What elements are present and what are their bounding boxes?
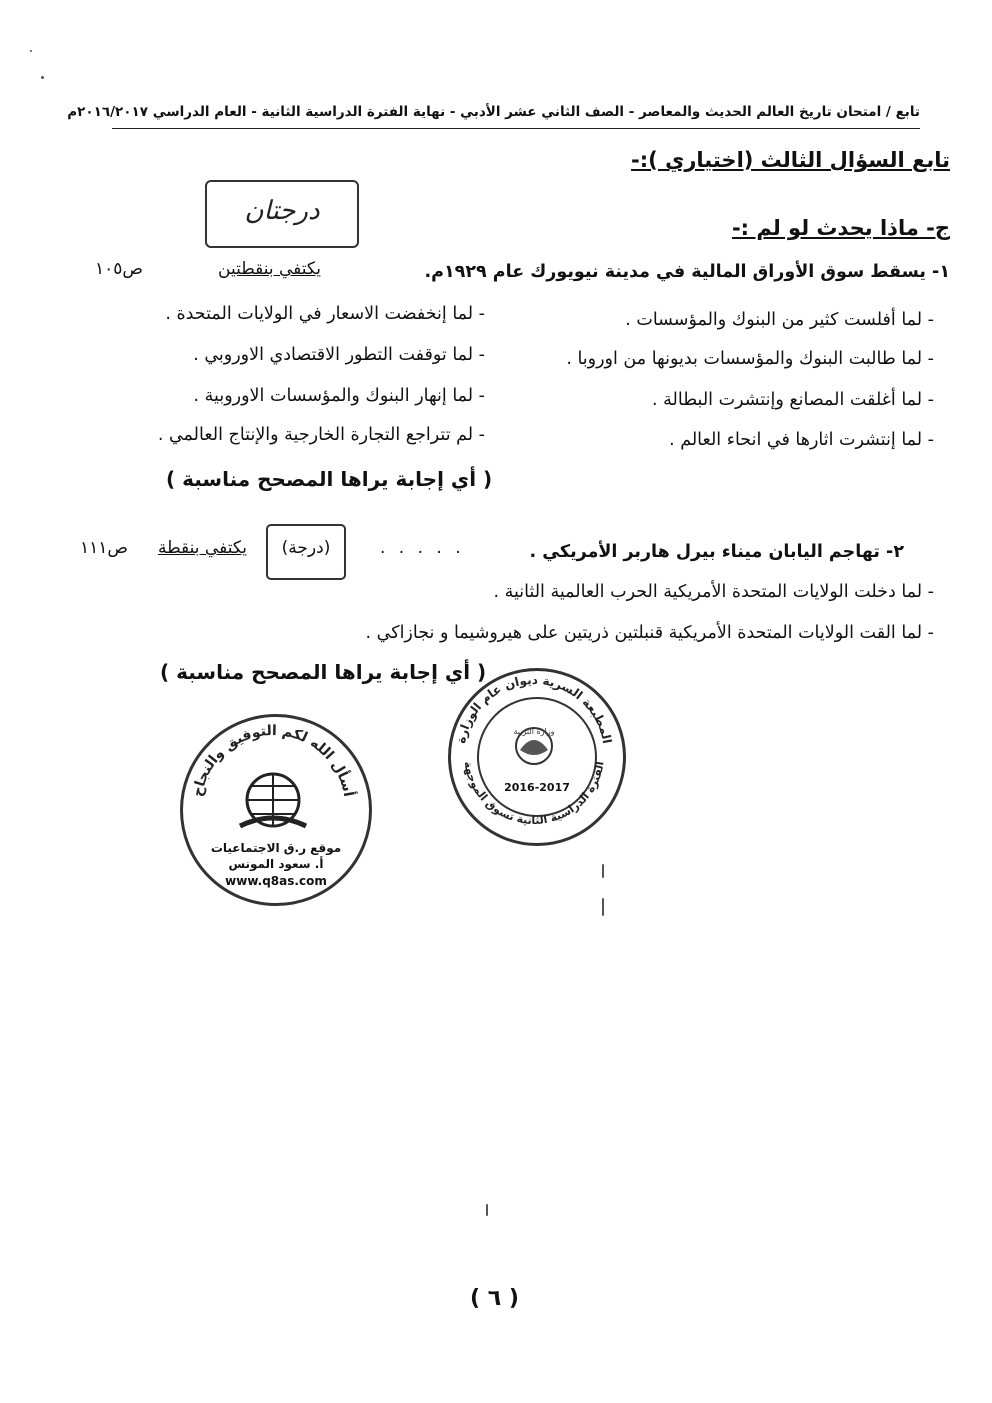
website-stamp-url: www.q8as.com — [225, 874, 327, 888]
scan-speck — [41, 76, 44, 79]
part-title: ج- ماذا يحدث لو لم :- — [731, 216, 950, 240]
website-stamp-line2: أ. سعود المونس — [228, 857, 324, 871]
q2-grade-note: يكتفي بنقطة — [158, 538, 247, 558]
question-2: ٢- تهاجم اليابان ميناء بيرل هاربر الأمريكي . — [529, 542, 904, 562]
q1-accept-note: ( أي إجابة يراها المصحح مناسبة ) — [166, 467, 493, 491]
ministry-seal-ring-text: المطبعة السرية ديوان عام الوزارة — [453, 672, 615, 745]
q2-grade-box — [266, 524, 346, 580]
scan-speck — [486, 1204, 488, 1216]
q1-answer: - لما أغلقت المصانع وإنتشرت البطالة . — [652, 390, 934, 410]
q1-answer: - لما إنتشرت اثارها في انحاء العالم . — [669, 430, 934, 450]
exam-header: تابع / امتحان تاريخ العالم الحديث والمعاصر - الصف الثاني عشر الأدبي - نهاية الفترة الدراسية الثانية - العام الدراسي ٢٠١٦/٢٠١٧م — [67, 104, 920, 120]
q2-grade-box-label: (درجة) — [281, 538, 331, 558]
q2-dots: . . . . . — [380, 538, 465, 558]
ministry-seal-year: 2016-2017 — [504, 781, 570, 794]
q1-answer: - لم تتراجع التجارة الخارجية والإنتاج العالمي . — [157, 425, 485, 445]
ministry-seal-emblem-label: وزارة التربية — [513, 727, 555, 736]
scan-speck — [602, 898, 604, 916]
scan-speck — [30, 50, 32, 52]
scan-speck — [602, 864, 604, 878]
section-title: تابع السؤال الثالث (اختياري ):- — [631, 148, 950, 172]
q1-answer: - لما طالبت البنوك والمؤسسات بديونها من اوروبا . — [566, 349, 934, 369]
q1-answer: - لما توقفت التطور الاقتصادي الاوروبي . — [193, 345, 485, 365]
q1-answer: - لما أفلست كثير من البنوك والمؤسسات . — [625, 310, 934, 330]
q2-page-ref: ص١١١ — [80, 538, 128, 558]
website-stamp-ring-text: أسأل الله لكم التوفيق والنجاح — [189, 722, 357, 799]
handwritten-grade-box — [205, 180, 359, 248]
website-stamp-emblem-icon — [180, 714, 366, 900]
website-stamp — [180, 714, 372, 906]
ministry-seal — [448, 668, 626, 846]
q1-grade-note: يكتفي بنقطتين — [218, 259, 322, 279]
website-stamp-line1: موقع ر.ق الاجتماعيات — [210, 841, 342, 855]
q1-answer: - لما إنخفضت الاسعار في الولايات المتحدة . — [165, 304, 485, 324]
question-1: ١- يسقط سوق الأوراق المالية في مدينة نيويورك عام ١٩٢٩م. — [424, 262, 950, 282]
header-divider — [112, 128, 920, 129]
q2-answer: - لما القت الولايات المتحدة الأمريكية قنبلتين ذريتين على هيروشيما و نجازاكي . — [365, 623, 934, 643]
q2-accept-note: ( أي إجابة يراها المصحح مناسبة ) — [160, 660, 487, 684]
q1-page-ref: ص١٠٥ — [95, 259, 143, 279]
ministry-seal-bottom-text: الفترة الدراسية الثانية تسوق الموجهة — [461, 760, 607, 828]
ministry-seal-emblem-icon — [448, 668, 620, 840]
q1-answer: - لما إنهار البنوك والمؤسسات الاوروبية . — [193, 386, 485, 406]
handwritten-grade: درجتان — [244, 196, 320, 226]
page-number: ( ٦ ) — [470, 1286, 519, 1311]
q2-answer: - لما دخلت الولايات المتحدة الأمريكية الحرب العالمية الثانية . — [493, 582, 934, 602]
